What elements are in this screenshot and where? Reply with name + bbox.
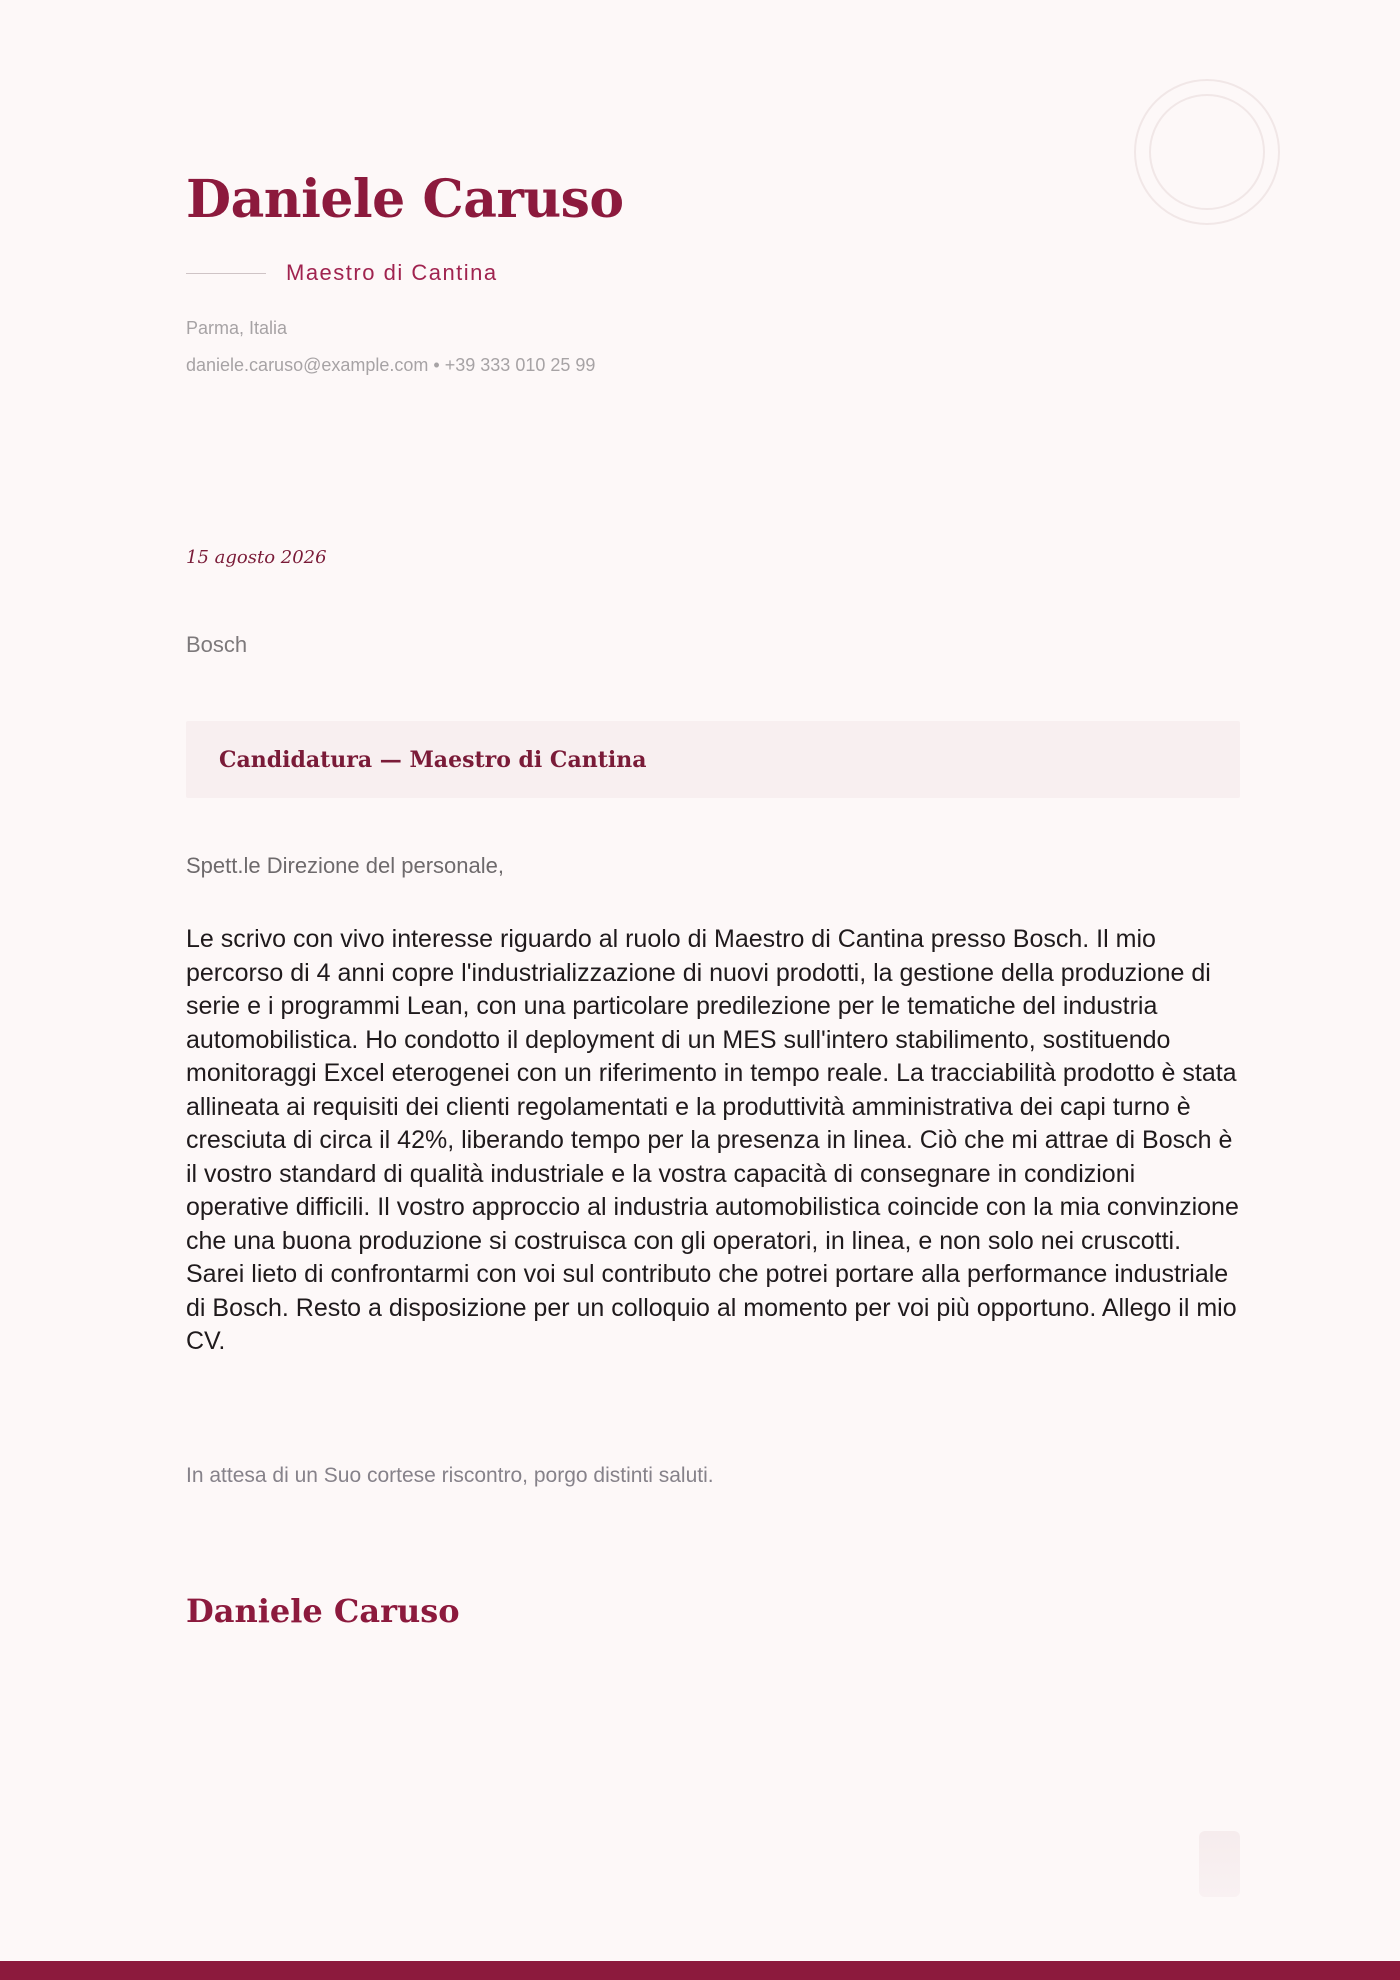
letter-body: Le scrivo con vivo interesse riguardo al ruolo di Maestro di Cantina presso Bosch. Il mio percorso di 4 anni copre l'industrializzazione di nuovi prodotti, la gestione della produzione di serie e i programmi Lean, con una particolare predilezione per le tematiche del industria automobilistica. Ho condotto il deployment di un MES sull'intero stabilimento, sostituendo monitoraggi Excel eterogenei con un riferimento in tempo reale. La tracciabilità prodotto è stata allineata ai requisiti dei clienti regolamentati e la produttività amministrativa dei capi turno è cresciuta di circa il 42%, liberando tempo per la presenza in linea. Ciò che mi attrae di Bosch è il vostro standard di qualità industriale e la vostra capacità di consegnare in condizioni operative difficili. Il vostro approccio al industria automobilistica coincide con la mia convinzione che una buona produzione si costruisca con gli operatori, in linea, e non solo nei cruscotti. Sarei lieto di confrontarmi con voi sul contributo che potrei portare alla performance industriale di Bosch. Resto a disposizione per un colloquio al momento per voi più opportuno. Allego il mio CV. bbox=[186, 925, 1239, 1355]
signature: Daniele Caruso bbox=[186, 1592, 460, 1630]
salutation: Spett.le Direzione del personale, bbox=[186, 853, 504, 878]
sender-location: Parma, Italia bbox=[186, 318, 288, 338]
sender-name: Daniele Caruso bbox=[186, 169, 624, 230]
subject-box bbox=[186, 721, 1240, 798]
job-title: Maestro di Cantina bbox=[286, 260, 498, 285]
title-divider bbox=[186, 273, 266, 274]
footer-bar bbox=[0, 1961, 1400, 1980]
title-row bbox=[186, 258, 498, 288]
contact-line bbox=[186, 355, 595, 376]
contact-separator: • bbox=[433, 355, 440, 375]
page-tab bbox=[1199, 1831, 1240, 1897]
recipient: Bosch bbox=[186, 632, 248, 657]
decorative-inner-circle bbox=[1149, 94, 1265, 210]
letter-subject: Candidatura — Maestro di Cantina bbox=[219, 746, 647, 773]
letter-date: 15 agosto 2026 bbox=[186, 547, 327, 568]
closing: In attesa di un Suo cortese riscontro, porgo distinti saluti. bbox=[186, 1464, 714, 1487]
decorative-circle bbox=[1134, 79, 1280, 225]
sender-email: daniele.caruso@example.com bbox=[186, 355, 429, 375]
sender-phone: +39 333 010 25 99 bbox=[444, 355, 596, 375]
